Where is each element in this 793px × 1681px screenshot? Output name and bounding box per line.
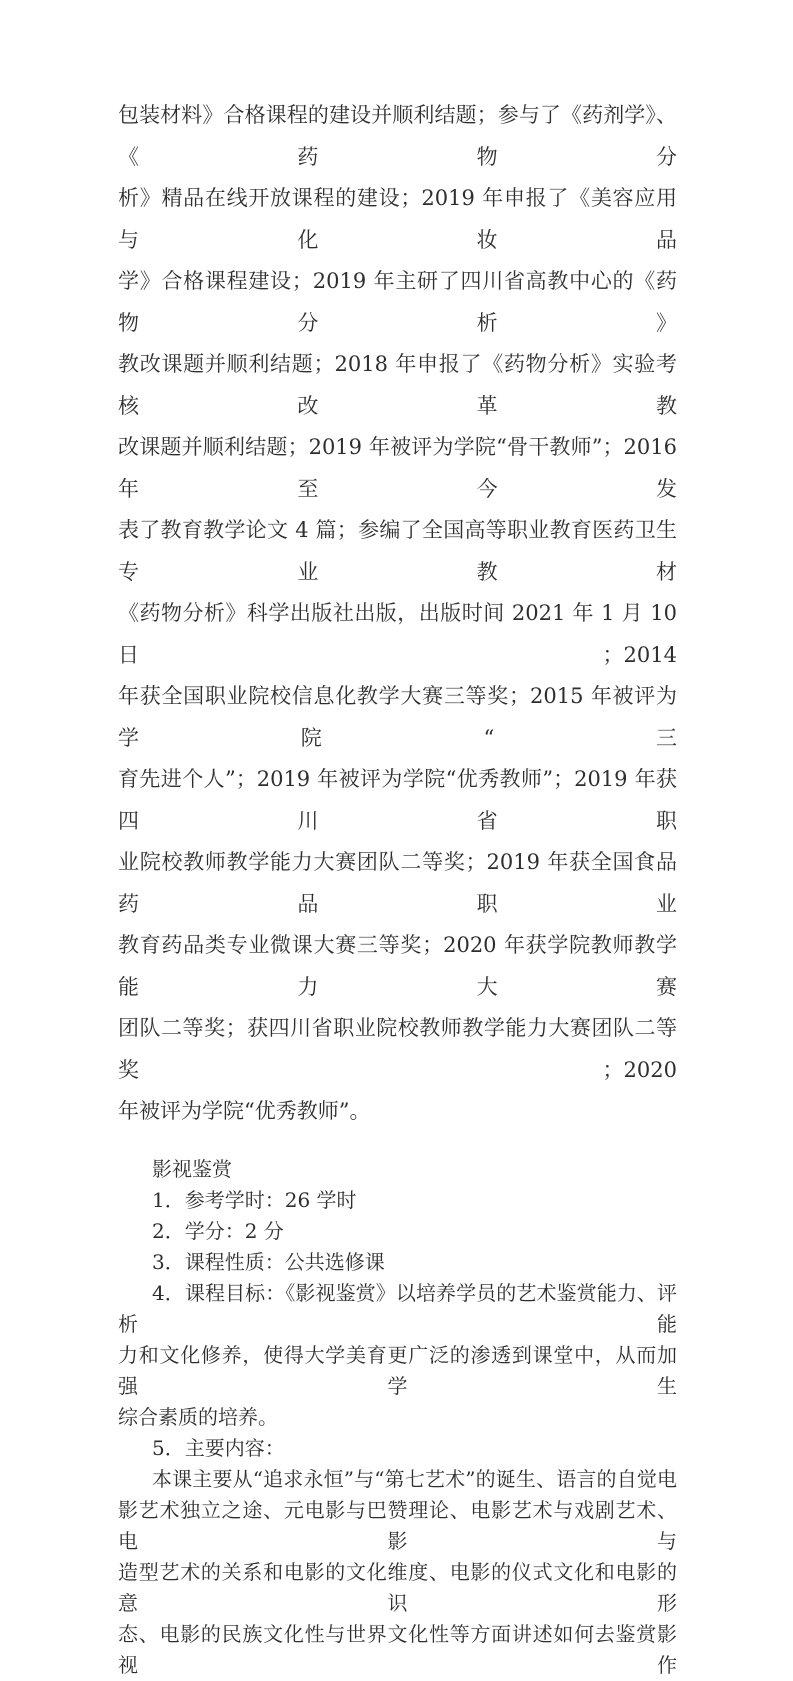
list-item-hours: 1．参考学时：26 学时 [152,1187,357,1212]
text-line: 育先进个人”；2019 年被评为学院“优秀教师”；2019 年获四川省职 [118,767,677,833]
page-content [118,0,677,1681]
text-line: 析》精品在线开放课程的建设；2019 年申报了《美容应用与化妆品 [118,186,677,252]
text-line: 4．课程目标：《影视鉴赏》以培养学员的艺术鉴赏能力、评析能 [118,1280,677,1336]
text-line: 力和文化修养，使得大学美育更广泛的渗透到课堂中，从而加强学生 [118,1342,677,1398]
text-line: 包装材料》合格课程的建设并顺利结题；参与了《药剂学》、《药物分 [118,103,677,169]
text-line: 表了教育教学论文 4 篇；参编了全国高等职业教育医药卫生专业教材 [118,518,677,584]
text-line: 本课主要从“追求永恒”与“第七艺术”的诞生、语言的自觉电 [152,1466,677,1491]
course-section [118,1154,677,1681]
achievements-paragraph [118,95,677,1133]
text-line: 年获全国职业院校信息化教学大赛三等奖；2015 年被评为学院“三 [118,684,677,750]
list-item-content-label: 5．主要内容： [152,1435,285,1460]
text-line: 《药物分析》科学出版社出版，出版时间 2021 年 1 月 10 日；2014 [118,601,677,667]
text-line: 态、电影的民族文化性与世界文化性等方面讲述如何去鉴赏影视作 [118,1621,677,1677]
list-item-credits: 2．学分：2 分 [152,1218,284,1243]
text-line: 造型艺术的关系和电影的文化维度、电影的仪式文化和电影的意识形 [118,1559,677,1615]
text-line: 改课题并顺利结题；2019 年被评为学院“骨干教师”；2016 年至今发 [118,435,677,501]
course-title: 影视鉴赏 [152,1156,232,1181]
text-line: 业院校教师教学能力大赛团队二等奖；2019 年获全国食品药品职业 [118,850,677,916]
text-line: 教改课题并顺利结题；2018 年申报了《药物分析》实验考核改革教 [118,352,677,418]
text-line: 影艺术独立之途、元电影与巴赞理论、电影艺术与戏剧艺术、电影与 [118,1497,677,1553]
text-line: 学》合格课程建设；2019 年主研了四川省高教中心的《药物分析》 [118,269,677,335]
text-line: 教育药品类专业微课大赛三等奖；2020 年获学院教师教学能力大赛 [118,933,677,999]
text-line: 综合素质的培养。 [118,1404,278,1429]
list-item-type: 3．课程性质：公共选修课 [152,1249,385,1274]
text-line: 年被评为学院“优秀教师”。 [118,1099,371,1123]
text-line: 团队二等奖；获四川省职业院校教师教学能力大赛团队二等奖；2020 [118,1016,677,1082]
